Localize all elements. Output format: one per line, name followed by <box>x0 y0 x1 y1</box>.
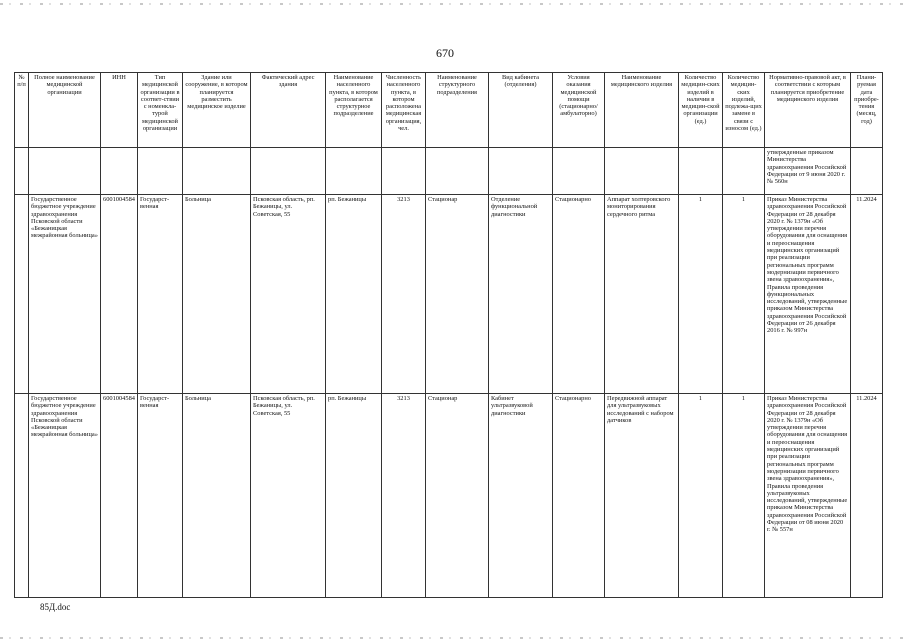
header-qty-replace: Количество медицин-ских изделий, подлежа-щих замене в связи с износом (ед.) <box>723 73 765 148</box>
cell-legal-act: Приказ Министерства здравоохранения Российской Федерации от 28 декабря 2020 г. № 1379н «Об утверждении перечня оборудования для оснащения и переоснащения медицинских организаций при реализации региональных программ модернизации первичного звена здравоохранения», Правила проведения функциональных исследований, утвержденные приказом Министерства здравоохранения Российской Федерации от 26 декабря 2016 г. № 997н <box>765 195 851 394</box>
header-conditions: Условия оказания медицинской помощи (стационарно/ амбулаторно) <box>553 73 605 148</box>
header-device: Наименование медицинского изделия <box>605 73 679 148</box>
cell-building: Больница <box>183 195 251 394</box>
header-qty-present: Количество медицин-ских изделий в наличии в медицин-ской организации (ед.) <box>679 73 723 148</box>
cell-date: 11.2024 <box>851 195 883 394</box>
cell-population: 3213 <box>382 195 426 394</box>
header-population: Численность населенного пункта, в котором расположена медицинская организация, чел. <box>382 73 426 148</box>
header-building: Здание или сооружение, в котором планируется разместить медицинское изделие <box>183 73 251 148</box>
cell-subdivision: Стационар <box>426 195 489 394</box>
cell-qty-present: 1 <box>679 394 723 598</box>
header-settlement: Наименование населенного пункта, в котором располагается структурное подразделение <box>326 73 382 148</box>
cell-conditions: Стационарно <box>553 394 605 598</box>
header-address: Фактический адрес здания <box>251 73 326 148</box>
cell-subdivision: Стационар <box>426 394 489 598</box>
cell-qty-replace: 1 <box>723 394 765 598</box>
cell-date: 11.2024 <box>851 394 883 598</box>
cell-type: Государст-венная <box>138 394 183 598</box>
header-num: № п/п <box>15 73 29 148</box>
cell-population: 3213 <box>382 394 426 598</box>
cell-num <box>15 195 29 394</box>
header-subdivision: Наименование структурного подразделения <box>426 73 489 148</box>
cell-cabinet: Кабинет ультразвуковой диагностики <box>489 394 553 598</box>
table-row <box>15 394 883 598</box>
cell-conditions: Стационарно <box>553 195 605 394</box>
header-cabinet: Вид кабинета (отделения) <box>489 73 553 148</box>
cell-device: Передвижной аппарат для ультразвуковых исследований с набором датчиков <box>605 394 679 598</box>
table-row-continued <box>15 148 883 195</box>
header-inn: ИНН <box>101 73 138 148</box>
cell-address: Псковская область, рп. Бежаницы, ул. Советская, 55 <box>251 195 326 394</box>
cell-type: Государст-венная <box>138 195 183 394</box>
cell-device: Аппарат холтеровского мониторирования сердечного ритма <box>605 195 679 394</box>
cell-qty-replace: 1 <box>723 195 765 394</box>
header-legal-act: Нормативно-правовой акт, в соответствии с которым планируется приобретение медицинского изделия <box>765 73 851 148</box>
scan-artifact-bottom <box>0 637 905 639</box>
cell-org: Государственное бюджетное учреждение здравоохранения Псковской области «Бежаницкая межрайонная больница» <box>29 394 101 598</box>
page-number: 670 <box>436 46 454 60</box>
cell-legal-act: Приказ Министерства здравоохранения Российской Федерации от 28 декабря 2020 г. № 1379н «Об утверждении перечня оборудования для оснащения и переоснащения медицинских организаций при реализации региональных программ модернизации первичного звена здравоохранения», Правила проведения ультразвуковых исследований, утвержденные приказом Министерства здравоохранения Российской Федерации от 08 июня 2020 г. № 557н <box>765 394 851 598</box>
table-row <box>15 195 883 394</box>
file-label: 85Д.doc <box>40 602 71 612</box>
scan-artifact-top <box>0 3 905 5</box>
cell-settlement: рп. Бежаницы <box>326 195 382 394</box>
cell-address: Псковская область, рп. Бежаницы, ул. Советская, 55 <box>251 394 326 598</box>
cell-building: Больница <box>183 394 251 598</box>
cell-cabinet: Отделение функциональной диагностики <box>489 195 553 394</box>
cell-settlement: рп. Бежаницы <box>326 394 382 598</box>
cell-legal-act: утвержденные приказом Министерства здравоохранения Российской Федерации от 9 июня 2020 г. № 560н <box>765 148 851 195</box>
cell-org: Государственное бюджетное учреждение здравоохранения Псковской области «Бежаницкая межрайонная больница» <box>29 195 101 394</box>
cell-inn: 6001004584 <box>101 195 138 394</box>
cell-inn: 6001004584 <box>101 394 138 598</box>
registry-table <box>14 72 883 598</box>
header-date: Плани-руемая дата приобре-тения (месяц, год) <box>851 73 883 148</box>
header-org: Полное наименование медицинской организации <box>29 73 101 148</box>
header-type: Тип медицинской организации в соответ-ствии с номенкла-турой медицинской организации <box>138 73 183 148</box>
cell-num <box>15 394 29 598</box>
cell-qty-present: 1 <box>679 195 723 394</box>
header-row <box>15 73 883 148</box>
